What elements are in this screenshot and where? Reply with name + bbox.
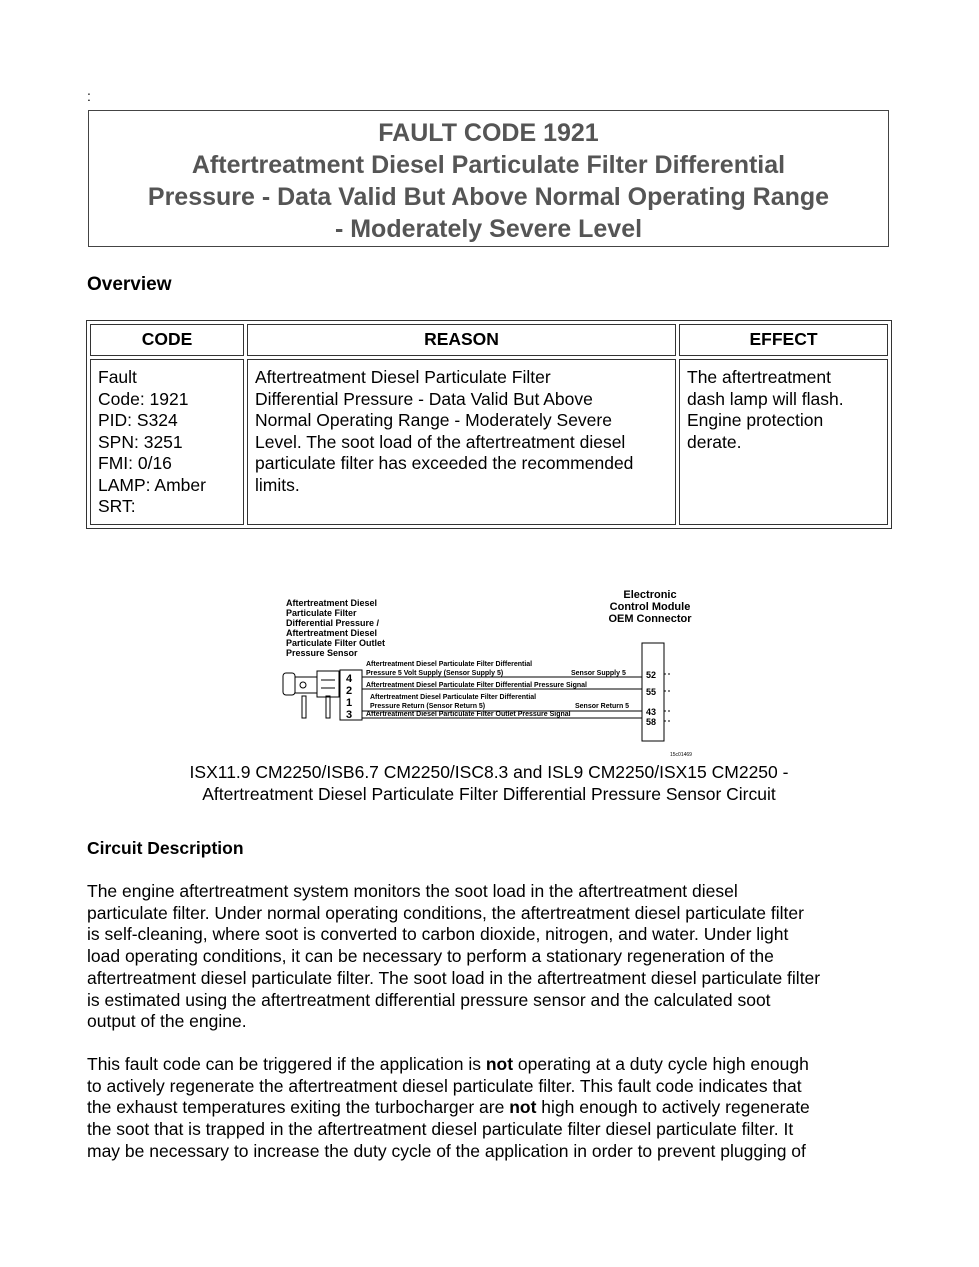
code-line: SPN: 3251 <box>98 431 183 452</box>
caption-line: Aftertreatment Diesel Particulate Filter Differential Pressure Sensor Circuit <box>202 784 776 804</box>
reason-cell <box>247 359 676 525</box>
fault-description-line-1: Aftertreatment Diesel Particulate Filter Differential <box>191 151 786 179</box>
reason-line: Normal Operating Range - Moderately Severe <box>255 410 612 430</box>
overview-data-row <box>90 359 888 525</box>
effect-cell <box>679 359 888 525</box>
caption-line: ISX11.9 CM2250/ISB6.7 CM2250/ISC8.3 and ISL9 CM2250/ISX15 CM2250 - <box>189 762 789 782</box>
sensor-pin: 2 <box>346 685 353 697</box>
wire-label-line: Aftertreatment Diesel Particulate Filter Differential <box>366 661 533 668</box>
wire-label: Aftertreatment Diesel Particulate Filter Differential Pressure Signal <box>366 682 587 689</box>
sensor-label-line: Particulate Filter Outlet <box>286 638 386 648</box>
overview-table <box>86 320 892 529</box>
effect-line: The aftertreatment <box>687 367 831 387</box>
paragraph-line: aftertreatment diesel particulate filter. The soot load in the aftertreatment diesel particulate filter <box>87 967 821 988</box>
paragraph-line: output of the engine. <box>87 1011 247 1032</box>
wire-label-line: Aftertreatment Diesel Particulate Filter Differential <box>370 694 537 701</box>
paragraph-line: the soot that is trapped in the aftertreatment diesel particulate filter diesel particulate filter. It <box>87 1119 794 1140</box>
overview-heading: Overview <box>87 274 172 295</box>
sensor-label-line: Particulate Filter <box>286 608 357 618</box>
reason-line: Aftertreatment Diesel Particulate Filter <box>255 367 551 387</box>
paragraph-line: is self-cleaning, where soot is converted to carbon dioxide, nitrogen, and water. Under light <box>87 924 789 945</box>
pressure-sensor-icon <box>283 671 339 718</box>
text-run: high enough to actively regenerate <box>536 1097 810 1118</box>
wire-right-label: Sensor Return 5 <box>575 703 630 710</box>
sensor-circuit-diagram <box>280 585 700 760</box>
sensor-pin: 3 <box>346 709 353 721</box>
effect-line: derate. <box>687 431 742 452</box>
text-run: This fault code can be triggered if the application is <box>87 1054 486 1074</box>
overview-header-row <box>90 324 888 356</box>
paragraph-line: load operating conditions, it can be necessary to perform a stationary regeneration of the <box>87 946 774 967</box>
wire-label-line: Pressure 5 Volt Supply (Sensor Supply 5) <box>366 670 504 677</box>
ecm-label-line: Control Module <box>609 601 691 613</box>
paragraph-line: to actively regenerate the aftertreatment diesel particulate filter. This fault code indicates that <box>87 1075 802 1096</box>
page-marker: : <box>87 88 91 104</box>
text-run: operating at a duty cycle high enough <box>513 1054 809 1074</box>
ecm-pin: 52 <box>646 670 657 680</box>
circuit-paragraph-1 <box>87 881 897 1033</box>
ecm-label-line: Electronic <box>623 589 677 601</box>
ecm-pin: 43 <box>646 707 657 717</box>
circuit-paragraph-2 <box>87 1054 897 1163</box>
sensor-pin: 1 <box>346 697 353 709</box>
ecm-pin: 58 <box>646 717 657 727</box>
emphasis-not: not <box>485 1054 514 1074</box>
code-line: Fault <box>98 367 137 387</box>
paragraph-line: is estimated using the aftertreatment differential pressure sensor and the calculated soot <box>87 989 771 1010</box>
sensor-pin: 4 <box>346 673 353 685</box>
code-line: SRT: <box>98 496 136 516</box>
paragraph-line: particulate filter. Under normal operating conditions, the aftertreatment diesel particulate filter <box>87 902 804 923</box>
paragraph-line <box>87 1097 897 1119</box>
fault-description-line-3: - Moderately Severe Level <box>334 215 643 243</box>
diagram-caption <box>87 761 891 805</box>
code-line: PID: S324 <box>98 410 178 430</box>
reason-line: limits. <box>255 474 300 495</box>
ecm-pin: 55 <box>646 687 657 697</box>
wire-label-line: Pressure Return (Sensor Return 5) <box>370 703 486 710</box>
ecm-label-line: OEM Connector <box>608 613 692 625</box>
wire-right-label: Sensor Supply 5 <box>571 670 626 677</box>
reason-line: Level. The soot load of the aftertreatment diesel <box>255 431 626 452</box>
effect-line: dash lamp will flash. <box>687 388 844 409</box>
fault-code-title-box <box>88 110 889 247</box>
paragraph-line: The engine aftertreatment system monitors the soot load in the aftertreatment diesel <box>87 881 738 901</box>
fault-description-line-2: Pressure - Data Valid But Above Normal Operating Range <box>147 183 830 211</box>
code-line: Code: 1921 <box>98 388 189 409</box>
sensor-label-line: Pressure Sensor <box>286 648 358 658</box>
text-run: the exhaust temperatures exiting the turbocharger are <box>87 1097 510 1118</box>
code-cell <box>90 359 244 525</box>
column-header-reason: REASON <box>247 324 676 356</box>
column-header-effect: EFFECT <box>679 324 888 356</box>
fault-code-heading: FAULT CODE 1921 <box>378 119 599 147</box>
wire-label: Aftertreatment Diesel Particulate Filter Outlet Pressure Signal <box>366 711 571 718</box>
paragraph-line: may be necessary to increase the duty cycle of the application in order to prevent plugging of <box>87 1140 806 1161</box>
reason-line: particulate filter has exceeded the recommended <box>255 453 634 473</box>
effect-line: Engine protection <box>687 410 824 430</box>
figure-id: 15c01469 <box>670 752 692 758</box>
emphasis-not: not <box>509 1097 537 1118</box>
sensor-label-line: Aftertreatment Diesel <box>286 598 378 608</box>
code-line: FMI: 0/16 <box>98 453 172 473</box>
sensor-label-line: Differential Pressure / <box>286 618 380 628</box>
paragraph-line <box>87 1054 897 1076</box>
reason-line: Differential Pressure - Data Valid But Above <box>255 388 593 409</box>
code-line: LAMP: Amber <box>98 474 206 495</box>
circuit-description-heading: Circuit Description <box>87 838 244 858</box>
column-header-code: CODE <box>90 324 244 356</box>
sensor-label-line: Aftertreatment Diesel <box>286 628 378 638</box>
